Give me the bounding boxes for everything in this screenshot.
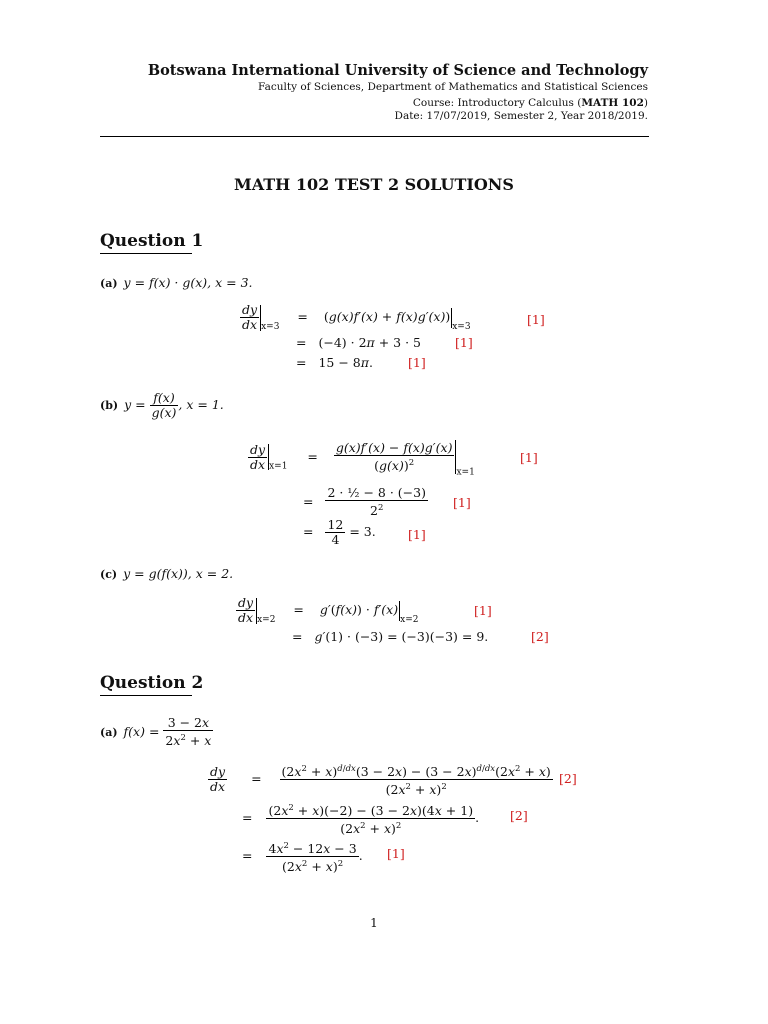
university-name: Botswana International University of Science and Technology — [147, 62, 648, 79]
q1a-line-1: $\frac{dy}{dx}$ $_{x=3} = (g(x)f'(x) + f(x)g'(x))_{x=3}$ — [242, 302, 471, 332]
q2a-label: (a) — [100, 725, 118, 739]
question-1-underline — [100, 253, 192, 254]
date-line: Date: 17/07/2019, Semester 2, Year 2018/2019. — [394, 110, 648, 122]
q1c-expression: y = g(f(x)), x = 2. — [123, 566, 234, 581]
q1c-line-2: = g′(1) · (−3) = (−3)(−3) = 9. — [292, 629, 489, 644]
q1a-mark-2: [1] — [455, 335, 473, 350]
q1b-statement: (b) y = $\frac{f(x)}{g(x)}$ , x = 1. — [100, 390, 224, 420]
q1b-tail: , x = 1. — [178, 397, 224, 412]
q1b-label: (b) — [100, 399, 119, 412]
q1c-statement — [100, 566, 233, 581]
page-number: 1 — [370, 916, 378, 930]
q2a-statement: (a) f(x) = $\frac{3 - 2x}{2x^2 + x}$ — [100, 715, 212, 749]
q1a-label: (a) — [100, 277, 118, 290]
course-suffix: ) — [643, 97, 648, 109]
q1a-expression: y = f(x) · g(x), x = 3. — [123, 275, 253, 290]
q1c-label: (c) — [100, 568, 118, 581]
q1b-line-3: = $\frac{12}{4}$ = 3. — [303, 517, 376, 547]
q1b-mark-2: [1] — [453, 495, 471, 510]
q1a-mark-1: [1] — [527, 312, 545, 327]
question-2-underline — [100, 695, 192, 696]
course-code: MATH 102 — [581, 97, 644, 109]
course-prefix: Course: Introductory Calculus ( — [412, 97, 582, 109]
q2a-mark-2: [2] — [510, 808, 528, 823]
q1c-line-1: $\frac{dy}{dx}$ $_{x=2} = g'(f(x)) \cdot f'(x)_{x=2}$ — [238, 595, 419, 625]
q2a-mark-1: [2] — [559, 771, 577, 786]
q2a-line-2: = $\frac{(2x^2 + x)(-2) - (3 - 2x)(4x + 1)}{(2x^2 + x)^2}$ . — [242, 803, 480, 837]
q2a-line-1: $\frac{dy}{dx}$ = $\frac{(2x^2 + x)^{d/dx}(3 - 2x) - (3 - 2x)^{d/dx}(2x^2 + x)}{(2x^2 + x)^2}$ — [210, 764, 551, 798]
q1b-mark-3: [1] — [408, 527, 426, 542]
document-title: MATH 102 TEST 2 SOLUTIONS — [234, 175, 514, 194]
q1a-line-3: = 15 − 8π. — [296, 355, 373, 370]
faculty-line: Faculty of Sciences, Department of Mathematics and Statistical Sciences — [258, 81, 648, 93]
q1b-line-2: = $\frac{\text{2 · ½ − 8 · (−3)}}{2^2}$ — [303, 485, 426, 519]
q1a-mark-3: [1] — [408, 355, 426, 370]
question-1-heading: Question 1 — [100, 231, 204, 251]
q1a-line-2: = (−4) · 2π + 3 · 5 — [296, 335, 422, 350]
header-rule — [100, 136, 649, 137]
q1a-statement — [100, 275, 253, 290]
question-2-heading: Question 2 — [100, 673, 204, 693]
q1c-mark-1: [1] — [474, 603, 492, 618]
q1c-mark-2: [2] — [531, 629, 549, 644]
q1b-mark-1: [1] — [520, 450, 538, 465]
q2a-mark-3: [1] — [387, 846, 405, 861]
q2a-line-3: = $\frac{4x^2 - 12x - 3}{(2x^2 + x)^2}$ . — [242, 841, 363, 875]
q1b-line-1: $\frac{dy}{dx}$ $_{x=1}$ = $\frac{g(x)f'(x) - f(x)g'(x)}{(g(x))^2}$ $_{x=1}$ — [250, 439, 475, 478]
course-line — [413, 97, 648, 109]
